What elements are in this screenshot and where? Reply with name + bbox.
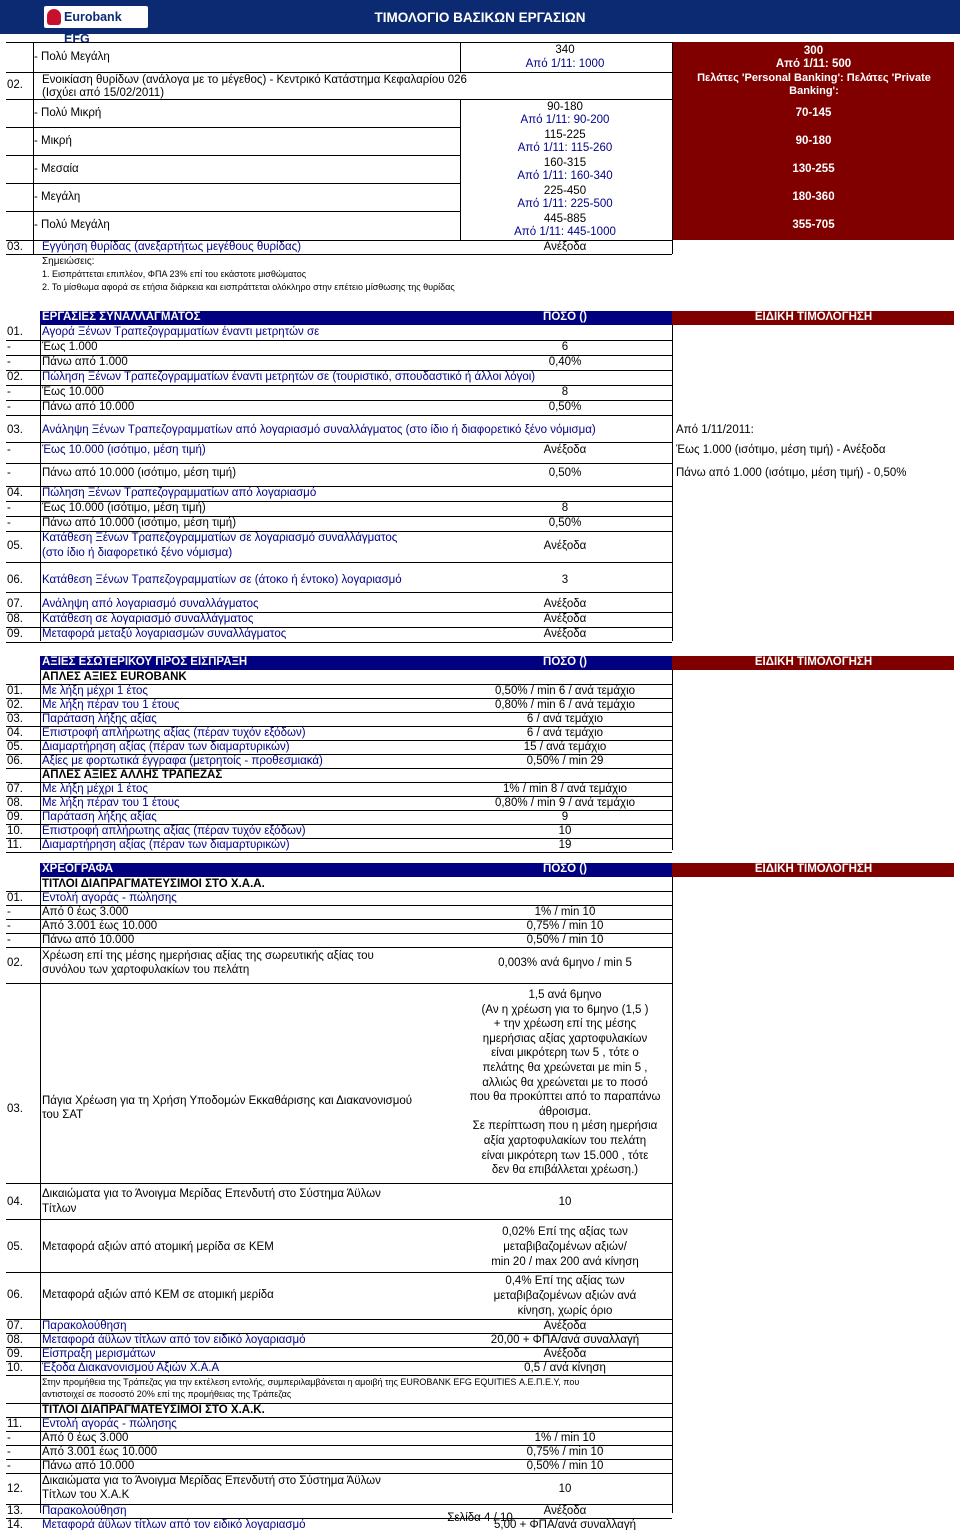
row-value: 1% / min 8 / ανά τεμάχιο — [502, 783, 628, 795]
row-number: - — [7, 1460, 11, 1472]
rule — [6, 442, 672, 443]
row-value-line: είναι μικρότερη των 5 , τότε ο — [491, 1047, 639, 1060]
special-header: Πελάτες 'Personal Banking': Πελάτες 'Private Banking': — [697, 72, 931, 98]
row-number: 04. — [7, 1196, 23, 1208]
row-value: 9 — [561, 811, 569, 823]
subsection-title: ΤΙΤΛΟΙ ΔΙΑΠΡΑΓΜΑΤΕΥΣΙΜΟΙ ΣΤΟ Χ.Α.Κ. — [42, 1404, 265, 1416]
row-value-line: αλλιώς θα χρεώνεται με το ποσό — [482, 1076, 648, 1089]
row-number: - — [7, 1432, 11, 1444]
safe-price: 340 — [555, 44, 575, 56]
row-value-line: min 20 / max 200 ανά κίνηση — [491, 1256, 639, 1268]
rule — [6, 1219, 672, 1220]
row-label: Αξίες με φορτωτικά έγγραφα (μετρητοίς - προθεσμιακά) — [42, 755, 323, 767]
rule — [460, 99, 461, 240]
row-value: 0,80% / min 9 / ανά τεμάχιο — [494, 797, 636, 809]
special-note: Πάνω από 1.000 (ισότιμο, μέση τιμή) - 0,50% — [676, 467, 907, 479]
row-value: 0,40% — [548, 356, 582, 368]
row-value: 0,75% / min 10 — [526, 920, 604, 932]
row-label: (στο ίδιο ή διαφορετικό ξένο νόμισμα) — [42, 547, 233, 559]
row-number: 06. — [7, 755, 23, 767]
row-number: - — [7, 356, 11, 368]
sec-note-1: Στην προμήθεια της Τράπεζας για την εκτέλεση εντολής, συμπεριλαμβάνεται η αμοιβή της EUROBANK EFG EQUITIES Α.Ε.Π.Ε.Υ, που — [42, 1377, 580, 1387]
row-label: Εντολή αγοράς - πώλησης — [42, 1418, 177, 1430]
row-number: 12. — [7, 1483, 23, 1495]
row-label: Πάνω από 10.000 — [42, 934, 135, 946]
row-label: Με λήξη μέχρι 1 έτος — [42, 685, 148, 697]
sec-note-2: αντιστοιχεί σε ποσοστό 20% επί της προμήθειας της Τράπεζας — [42, 1389, 292, 1399]
row-label: Από 0 έως 3.000 — [42, 1432, 129, 1444]
row-value: 8 — [561, 386, 569, 398]
row-label: Με λήξη πέραν του 1 έτους — [42, 699, 180, 711]
row-label: Αγορά Ξένων Τραπεζογραμματίων έναντι μετρητών σε — [42, 326, 320, 338]
row-label: Παρακολούθηση — [42, 1505, 127, 1517]
rule — [6, 183, 460, 184]
row-label: Μεταφορά μεταξύ λογαριασμών συναλλάγματος — [42, 628, 287, 640]
row-number: - — [7, 517, 11, 529]
guarantee-value: Ανέξοδα — [543, 241, 587, 253]
rule — [6, 1473, 672, 1474]
coll-header-special: ΕΙΔΙΚΗ ΤΙΜΟΛΟΓΗΣΗ — [754, 656, 873, 668]
subsection-title: ΑΠΛΕΣ ΑΞΙΕΣ EUROBANK — [42, 671, 187, 683]
row-value-line: Σε περίπτωση που η μέση ημερήσια — [472, 1120, 658, 1133]
row-value: 0,50% / min 10 — [526, 1460, 604, 1472]
rule — [6, 463, 672, 464]
row-value: 6 / ανά τεμάχιο — [526, 727, 604, 739]
row-value: Ανέξοδα — [543, 444, 587, 456]
row-number: 02. — [7, 371, 23, 383]
rule — [6, 562, 672, 563]
row-number: 09. — [7, 811, 23, 823]
row-label: Ανάληψη Ξένων Τραπεζογραμματίων από λογαριασμό συναλλάγματος (στο ίδιο ή διαφορετικό ξένο νόμισμα) — [42, 424, 596, 436]
row-label: Μεταφορά αξιών από ατομική μερίδα σε ΚΕΜ — [42, 1241, 274, 1253]
row-label: Διαμαρτήρηση αξίας (πέραν των διαμαρτυρικών) — [42, 741, 290, 753]
row-number: 03. — [7, 713, 23, 725]
row-value: 8 — [561, 502, 569, 514]
safe-size-label: - Μεσαία — [34, 163, 79, 175]
safe-price: 225-450 — [543, 185, 587, 197]
row-number: - — [7, 1446, 11, 1458]
row-label: του ΣΑΤ — [42, 1109, 84, 1121]
label-text: Μεγάλη — [41, 191, 81, 203]
row-value: Ανέξοδα — [543, 1320, 587, 1332]
row-value: 0,50% / min 10 — [526, 934, 604, 946]
row-number: - — [7, 467, 11, 479]
row-value-line: 1,5 ανά 6μηνο — [528, 989, 602, 1001]
row-number: - — [7, 444, 11, 456]
label-text: Πολύ Μικρή — [41, 107, 102, 119]
special-price: 180-360 — [792, 191, 835, 203]
row-value: Ανέξοδα — [543, 628, 587, 640]
logo-text: Eurobank EFG — [64, 10, 122, 46]
row-number: 02. — [7, 699, 23, 711]
row-value-line: 0,4% Επί της αξίας των — [505, 1275, 625, 1287]
fx-header-amount: ΠΟΣΟ () — [543, 311, 587, 323]
row-value-line: κίνηση, χωρίς όριο — [517, 1305, 613, 1317]
rule — [6, 415, 672, 416]
rule — [672, 325, 673, 641]
row-number: 01. — [7, 326, 23, 338]
sec-header-special: ΕΙΔΙΚΗ ΤΙΜΟΛΟΓΗΣΗ — [754, 863, 873, 875]
special-price: 355-705 — [792, 219, 835, 231]
row-value-line: 0,02% Επί της αξίας των — [502, 1226, 628, 1238]
notes-title: Σημειώσεις: — [42, 256, 95, 267]
safe-price: 160-315 — [543, 157, 587, 169]
rent-subtitle: (Ισχύει από 15/02/2011) — [42, 87, 165, 99]
row-label: Κατάθεση σε λογαριασμό συναλλάγματος — [42, 613, 254, 625]
sec-header-title: ΧΡΕΟΓΡΑΦΑ — [42, 863, 114, 875]
special-price: 300 — [803, 45, 824, 57]
row-number: - — [7, 502, 11, 514]
row-label: Ανάληψη από λογαριασμό συναλλάγματος — [42, 598, 259, 610]
page-number: Σελίδα 4 / 10 — [447, 1512, 513, 1524]
row-label: Πώληση Ξένων Τραπεζογραμματίων από λογαριασμό — [42, 487, 317, 499]
row-value: 15 / ανά τεμάχιο — [523, 741, 607, 753]
row-number: 08. — [7, 613, 23, 625]
row-number: 07. — [7, 783, 23, 795]
row-value-line: άθροισμα. — [538, 1105, 592, 1118]
row-label: Χρέωση επί της μέσης ημερήσιας αξίας της σωρευτικής αξίας του — [42, 950, 374, 962]
row-label: Δικαιώματα για το Άνοιγμα Μερίδας Επενδυτή στο Σύστημα Άϋλων — [42, 1188, 381, 1200]
rule — [6, 72, 672, 73]
row-number: 04. — [7, 727, 23, 739]
document-title: ΤΙΜΟΛΟΓΙΟ ΒΑΣΙΚΩΝ ΕΡΓΑΣΙΩΝ — [374, 10, 586, 25]
row-value-line: πελάτης θα χρεώνεται με min 5 , — [482, 1062, 648, 1074]
row-value: 19 — [558, 839, 572, 851]
row-value: Ανέξοδα — [543, 1348, 587, 1360]
row-value: 3 — [561, 574, 569, 586]
row-number: 05. — [7, 1241, 23, 1253]
row-number: 06. — [7, 574, 23, 586]
row-number: - — [7, 401, 11, 413]
row-value-line: που θα προκύπτει από το παραπάνω — [469, 1091, 661, 1104]
row-label: Έως 10.000 (ισότιμο, μέση τιμή) — [42, 502, 206, 514]
row-label: Είσπραξη μερισμάτων — [42, 1348, 156, 1360]
rule — [6, 211, 460, 212]
row-value: 0,75% / min 10 — [526, 1446, 604, 1458]
row-label: Τίτλων του Χ.Α.Κ — [42, 1489, 130, 1501]
special-price: 90-180 — [795, 135, 832, 147]
row-value: 1% / min 10 — [534, 906, 596, 918]
row-label: Έως 10.000 — [42, 386, 104, 398]
row-label: Μεταφορά άϋλων τίτλων από τον ειδικό λογαριασμό — [42, 1334, 306, 1346]
row-number: 05. — [7, 741, 23, 753]
safe-price: 115-225 — [544, 129, 586, 141]
row-value: 0,50% — [548, 517, 582, 529]
row-value: 6 — [561, 341, 569, 353]
row-label: Πάγια Χρέωση για τη Χρήση Υποδομών Εκκαθάρισης και Διακανονισμού — [42, 1095, 413, 1107]
row-number: 08. — [7, 1334, 23, 1346]
row-label: Έξοδα Διακανονισμού Αξιών Χ.Α.Α — [42, 1362, 220, 1374]
label-text: Πολύ Μεγάλη — [41, 51, 110, 63]
row-value-line: μεταβιβαζομένων αξιών ανά — [493, 1290, 637, 1302]
rule — [6, 852, 672, 853]
row-label: Εντολή αγοράς - πώλησης — [42, 892, 177, 904]
row-label: Έως 10.000 (ισότιμο, μέση τιμή) — [42, 444, 206, 456]
row-value: 20,00 + ΦΠΑ/ανά συναλλαγή — [490, 1334, 640, 1346]
row-label: Δικαιώματα για το Άνοιγμα Μερίδας Επενδυτή στο Σύστημα Άϋλων — [42, 1475, 381, 1487]
row-label: Με λήξη μέχρι 1 έτος — [42, 783, 148, 795]
safe-price: 90-180 — [547, 101, 583, 113]
row-value: 6 / ανά τεμάχιο — [526, 713, 604, 725]
row-number: 14. — [7, 1519, 23, 1530]
rule — [6, 42, 672, 43]
row-number: 03. — [7, 241, 23, 253]
row-number: 08. — [7, 797, 23, 809]
safe-size-label: - Πολύ Μεγάλη — [34, 51, 110, 63]
row-value: Ανέξοδα — [543, 598, 587, 610]
row-label: Παράταση λήξης αξίας — [42, 811, 157, 823]
rule — [460, 42, 461, 72]
safe-price-new: Από 1/11: 160-340 — [517, 170, 613, 182]
safe-price: 445-885 — [543, 213, 587, 225]
row-number: 10. — [7, 825, 23, 837]
row-value: Ανέξοδα — [543, 540, 587, 552]
row-label: Πάνω από 10.000 — [42, 1460, 135, 1472]
row-number: 01. — [7, 685, 23, 697]
row-value: 0,50% — [548, 401, 582, 413]
row-label: Μεταφορά αξιών από ΚΕΜ σε ατομική μερίδα — [42, 1289, 274, 1301]
rule — [672, 877, 673, 1513]
safe-price-new: Από 1/11: 90-200 — [520, 114, 610, 126]
rule — [672, 670, 673, 850]
rule — [6, 155, 460, 156]
row-number: 06. — [7, 1289, 23, 1301]
row-number: 07. — [7, 1320, 23, 1332]
row-number: 11. — [7, 839, 23, 851]
rule — [40, 325, 41, 641]
label-text: Μικρή — [41, 135, 72, 147]
row-label: Μεταφορά άϋλων τίτλων από τον ειδικό λογαριασμό — [42, 1519, 306, 1530]
row-label: Επιστροφή απλήρωτης αξίας (πέραν τυχόν εξόδων) — [42, 825, 306, 837]
sec-header-amount: ΠΟΣΟ () — [543, 863, 587, 875]
note-2: 2. Το μίσθωμα αφορά σε ετήσια διάρκεια και εισπράττεται ολόκληρο στην επέτειο μίσθωσης της θυρίδας — [42, 282, 455, 292]
row-value: 0,80% / min 6 / ανά τεμάχιο — [494, 699, 636, 711]
row-value: 0,50% / min 29 — [526, 755, 604, 767]
special-note: Έως 1.000 (ισότιμο, μέση τιμή) - Ανέξοδα — [676, 444, 886, 456]
special-price: 70-145 — [795, 107, 832, 119]
safe-size-label: - Μικρή — [34, 135, 72, 147]
rule — [40, 670, 41, 850]
row-value-line: δεν θα επιβάλλεται χρέωση.) — [491, 1164, 639, 1177]
row-number: 04. — [7, 487, 23, 499]
coll-header-amount: ΠΟΣΟ () — [543, 656, 587, 668]
label-text: Μεσαία — [41, 163, 79, 175]
row-label: Πάνω από 10.000 (ισότιμο, μέση τιμή) — [42, 467, 237, 479]
row-label: Πώληση Ξένων Τραπεζογραμματίων έναντι μετρητών σε (τουριστικό, σπουδαστικό ή άλλοι λόγοι) — [42, 371, 536, 383]
row-number: 01. — [7, 892, 23, 904]
row-number: 09. — [7, 1348, 23, 1360]
row-value: Ανέξοδα — [543, 613, 587, 625]
rule — [6, 592, 672, 593]
row-value: 1% / min 10 — [534, 1432, 596, 1444]
row-number: 03. — [7, 424, 23, 436]
row-label: Κατάθεση Ξένων Τραπεζογραμματίων σε (άτοκο ή έντοκο) λογαριασμό — [42, 574, 402, 586]
row-label: Τίτλων — [42, 1203, 77, 1215]
row-value-line: + την χρέωση επί της μέσης — [493, 1018, 637, 1031]
row-label: Πάνω από 10.000 (ισότιμο, μέση τιμή) — [42, 517, 237, 529]
row-value: 0,003% ανά 6μηνο / min 5 — [498, 957, 632, 969]
row-value-line: ημερήσιας αξίας χαρτοφυλακίων — [482, 1032, 648, 1045]
row-value: 10 — [558, 825, 572, 837]
rent-title: Ενοικίαση θυρίδων (ανάλογα με το μέγεθος) - Κεντρικό Κατάστημα Κεφαλαρίου 026 — [42, 74, 467, 86]
guarantee-label: Εγγύηση θυρίδας (ανεξαρτήτως μεγέθους θυρίδας) — [42, 241, 302, 253]
safe-price-new: Από 1/11: 1000 — [525, 58, 605, 70]
row-value: 5,00 + ΦΠΑ/ανά συναλλαγή — [494, 1519, 636, 1530]
safe-price-new: Από 1/11: 115-260 — [517, 142, 613, 154]
special-price-new: Από 1/11: 500 — [775, 58, 852, 70]
row-value-line: είναι μικρότερη των 15.000 , τότε — [481, 1149, 649, 1162]
rule — [6, 127, 460, 128]
row-label: Πάνω από 1.000 — [42, 356, 128, 368]
safe-price-new: Από 1/11: 225-500 — [517, 198, 613, 210]
safe-size-label: - Πολύ Μεγάλη — [34, 219, 110, 231]
row-label: Έως 1.000 — [42, 341, 98, 353]
safe-price-new: Από 1/11: 445-1000 — [514, 226, 616, 238]
row-label: Με λήξη πέραν του 1 έτους — [42, 797, 180, 809]
fx-header-title: ΕΡΓΑΣΙΕΣ ΣΥΝΑΛΛΑΓΜΑΤΟΣ — [42, 311, 201, 323]
note-1: 1. Εισπράττεται επιπλέον, ΦΠΑ 23% επί του εκάστοτε μισθώματος — [42, 269, 307, 279]
row-label: Από 3.001 έως 10.000 — [42, 1446, 158, 1458]
special-note: Από 1/11/2011: — [676, 424, 754, 436]
row-number: 13. — [7, 1505, 23, 1517]
rule — [6, 947, 672, 948]
row-number: - — [7, 386, 11, 398]
row-label: Επιστροφή απλήρωτης αξίας (πέραν τυχόν εξόδων) — [42, 727, 306, 739]
safe-size-label: - Πολύ Μικρή — [34, 107, 102, 119]
row-label: Παρακολούθηση — [42, 1320, 127, 1332]
row-number: 03. — [7, 1103, 23, 1115]
row-label: Κατάθεση Ξένων Τραπεζογραμματίων σε λογαριασμό συναλλάγματος — [42, 532, 398, 544]
label-text: Πολύ Μεγάλη — [41, 219, 110, 231]
row-label: Διαμαρτήρηση αξίας (πέραν των διαμαρτυρικών) — [42, 839, 290, 851]
row-number: - — [7, 934, 11, 946]
row-value: 10 — [558, 1196, 572, 1208]
row-number: 09. — [7, 628, 23, 640]
rule — [6, 983, 672, 984]
row-number: - — [7, 920, 11, 932]
subsection-title: ΑΠΛΕΣ ΑΞΙΕΣ ΑΛΛΗΣ ΤΡΑΠΕΖΑΣ — [42, 769, 223, 781]
row-label: Πάνω από 10.000 — [42, 401, 135, 413]
row-number: 11. — [7, 1418, 23, 1430]
row-number: 02. — [7, 957, 23, 969]
row-value-line: αξία χαρτοφυλακίων του πελάτη — [483, 1135, 647, 1147]
rule — [6, 1183, 672, 1184]
row-number: 07. — [7, 598, 23, 610]
row-number: 05. — [7, 540, 23, 552]
row-value-line: (Αν η χρέωση για το 6μηνο (1,5 ) — [481, 1003, 649, 1016]
row-value-line: μεταβιβαζομένων αξιών/ — [503, 1241, 627, 1253]
row-value: Ανέξοδα — [543, 1505, 587, 1517]
row-number: 02. — [7, 79, 23, 91]
row-value: 0,50% — [548, 467, 582, 479]
coll-header-title: ΑΞΙΕΣ ΕΣΩΤΕΡΙΚΟΥ ΠΡΟΣ ΕΙΣΠΡΑΞΗ — [42, 656, 248, 668]
fx-header-special: ΕΙΔΙΚΗ ΤΙΜΟΛΟΓΗΣΗ — [754, 311, 873, 323]
row-value: 0,5 / ανά κίνηση — [524, 1362, 606, 1374]
row-value: 10 — [558, 1483, 572, 1495]
special-price: 130-255 — [792, 163, 835, 175]
rule — [6, 642, 672, 643]
row-number: 10. — [7, 1362, 23, 1374]
subsection-title: ΤΙΤΛΟΙ ΔΙΑΠΡΑΓΜΑΤΕΥΣΙΜΟΙ ΣΤΟ Χ.Α.Α. — [42, 878, 265, 890]
row-label: Παράταση λήξης αξίας — [42, 713, 157, 725]
row-label: Από 3.001 έως 10.000 — [42, 920, 158, 932]
row-number: - — [7, 906, 11, 918]
row-label: Από 0 έως 3.000 — [42, 906, 129, 918]
rule — [6, 1375, 672, 1376]
row-label: συνόλου των χαρτοφυλακίων του πελάτη — [42, 964, 250, 976]
rule — [6, 1272, 672, 1273]
row-value: 0,50% / min 6 / ανά τεμάχιο — [494, 685, 636, 697]
row-number: - — [7, 341, 11, 353]
safe-size-label: - Μεγάλη — [34, 191, 81, 203]
